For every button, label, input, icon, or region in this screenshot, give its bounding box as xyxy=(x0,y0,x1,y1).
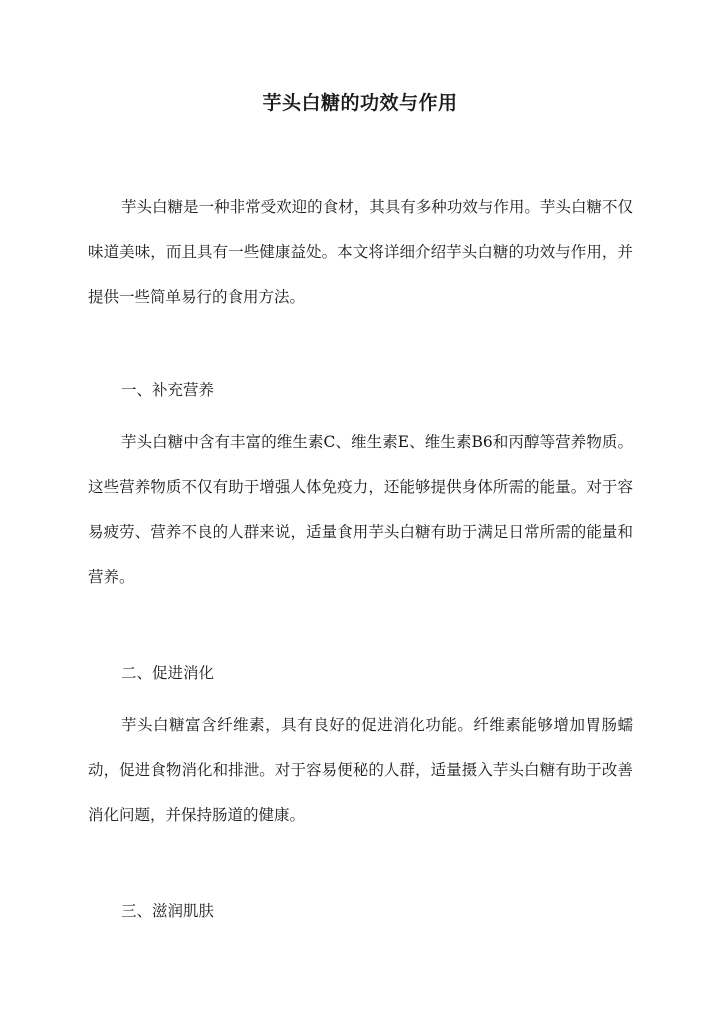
section-body-digestion: 芋头白糖富含纤维素，具有良好的促进消化功能。纤维素能够增加胃肠蠕动，促进食物消化和排泄。对于容易便秘的人群，适量摄入芋头白糖有助于改善消化问题，并保持肠道的健康。 xyxy=(88,716,633,824)
section-heading-digestion: 二、促进消化 xyxy=(121,664,215,682)
document-title: 芋头白糖的功效与作用 xyxy=(262,92,458,114)
section-body-nutrition: 芋头白糖中含有丰富的维生素C、维生素E、维生素B6和丙醇等营养物质。这些营养物质不仅有助于增强人体免疫力，还能够提供身体所需的能量。对于容易疲劳、营养不良的人群来说，适量食用芋头白糖有助于满足日常所需的能量和营养。 xyxy=(88,433,633,586)
section-heading-nutrition: 一、补充营养 xyxy=(121,381,215,399)
section-heading-skin: 三、滋润肌肤 xyxy=(121,902,215,920)
intro-paragraph: 芋头白糖是一种非常受欢迎的食材，其具有多种功效与作用。芋头白糖不仅味道美味，而且具有一些健康益处。本文将详细介绍芋头白糖的功效与作用，并提供一些简单易行的食用方法。 xyxy=(88,198,633,306)
